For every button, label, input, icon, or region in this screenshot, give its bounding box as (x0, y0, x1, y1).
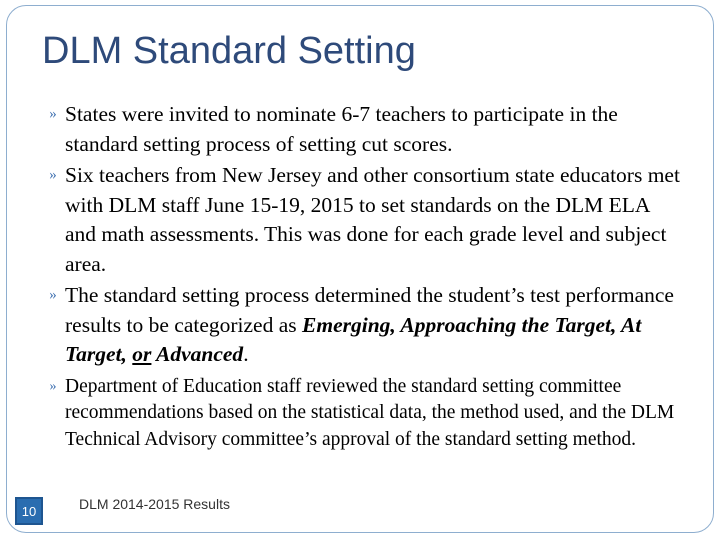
performance-categories: Emerging, Approaching the Target, At Target, (65, 312, 642, 366)
page-number: 10 (21, 503, 37, 519)
bullet-list (44, 100, 684, 453)
last-category: Advanced (151, 342, 244, 366)
bullet-item-doe-review (44, 374, 684, 454)
footer-text: DLM 2014-2015 Results (79, 496, 230, 512)
bullet-item-performance-categories (44, 281, 684, 370)
bullet-text: The standard setting process determined the student’s test performance results to be categorized as (65, 283, 674, 337)
bullet-item-teachers-met (44, 161, 684, 279)
bullet-text: States were invited to nominate 6-7 teachers to participate in the standard setting process of setting cut scores. (65, 102, 618, 156)
double-arrow-icon: » (49, 378, 57, 394)
page-number-badge (15, 497, 43, 525)
page-title: DLM Standard Setting (42, 30, 416, 72)
bullet-text: Six teachers from New Jersey and other consortium state educators met with DLM staff June 15-19, 2015 to set standards on the DLM ELA and math assessments. This was done for each grade level and subject area. (65, 163, 680, 276)
bullet-text: Department of Education staff reviewed the standard setting committee recommendations based on the statistical data, the method used, and the DLM Technical Advisory committee’s approval of the standard setting method. (65, 375, 675, 450)
double-arrow-icon: » (49, 287, 57, 303)
category-connector: or (132, 342, 152, 366)
bullet-item-nominate-teachers (44, 100, 684, 159)
double-arrow-icon: » (49, 106, 57, 122)
bullet-text-end: . (243, 342, 249, 366)
double-arrow-icon: » (49, 167, 57, 183)
